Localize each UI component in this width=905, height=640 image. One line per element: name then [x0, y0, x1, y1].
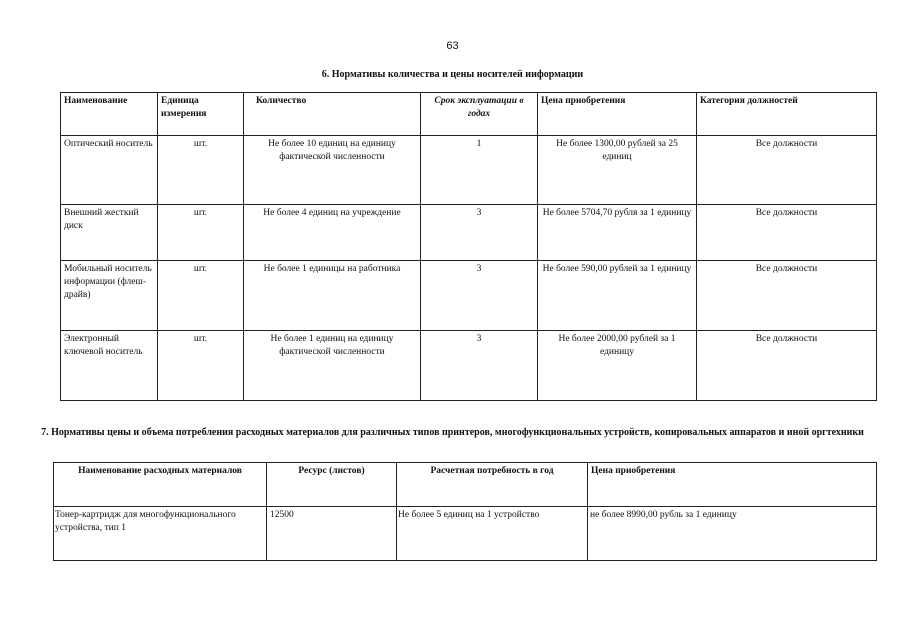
table-cell: 3 — [421, 331, 538, 401]
table-cell: Оптический носитель — [61, 136, 158, 205]
table-cell: 3 — [421, 205, 538, 261]
table-cell: Все должности — [697, 205, 877, 261]
section-6-title: 6. Нормативы количества и цены носителей информации — [321, 69, 584, 80]
table-cell: Не более 590,00 рублей за 1 единицу — [538, 261, 697, 331]
column-header: Расчетная потребность в год — [397, 463, 588, 507]
column-header: Срок эксплуатации в годах — [421, 93, 538, 136]
column-header: Количество — [244, 93, 421, 136]
column-header: Цена приобретения — [588, 463, 877, 507]
column-header: Ресурс (листов) — [267, 463, 397, 507]
column-header: Единица измерения — [158, 93, 244, 136]
table-cell: Не более 1 единиц на единицу фактической численности — [244, 331, 421, 401]
table-cell: Внешний жесткий диск — [61, 205, 158, 261]
section-7-title: 7. Нормативы цены и объема потребления расходных материалов для различных типов принтеров, многофункциональных устройств, копировальных аппаратов и иной оргтехники — [41, 427, 864, 438]
column-header: Наименование — [61, 93, 158, 136]
table-cell: Не более 10 единиц на единицу фактической численности — [244, 136, 421, 205]
table-cell: Не более 5704,70 рубля за 1 единицу — [538, 205, 697, 261]
table-cell: шт. — [158, 205, 244, 261]
table-cell: Тонер-картридж для многофункционального устройства, тип 1 — [54, 507, 267, 561]
table-cell: Не более 5 единиц на 1 устройство — [397, 507, 588, 561]
table-cell: шт. — [158, 136, 244, 205]
table-cell: Не более 2000,00 рублей за 1 единицу — [538, 331, 697, 401]
table-row — [61, 205, 877, 261]
table-cell: Все должности — [697, 261, 877, 331]
table-cell: Не более 4 единиц на учреждение — [244, 205, 421, 261]
table-cell: шт. — [158, 261, 244, 331]
table-cell: 1 — [421, 136, 538, 205]
column-header: Категория должностей — [697, 93, 877, 136]
table-cell: Мобильный носитель информации (флеш-драйв) — [61, 261, 158, 331]
table-cell: 12500 — [267, 507, 397, 561]
table-row — [54, 507, 877, 561]
table-cell: Электронный ключевой носитель — [61, 331, 158, 401]
table-header-row — [54, 463, 877, 507]
table-cell: шт. — [158, 331, 244, 401]
table-cell: Не более 1 единицы на работника — [244, 261, 421, 331]
page-number: 63 — [446, 40, 459, 52]
table-header-row — [61, 93, 877, 136]
table-cell: 3 — [421, 261, 538, 331]
column-header: Цена приобретения — [538, 93, 697, 136]
table-cell: Все должности — [697, 136, 877, 205]
table-row — [61, 331, 877, 401]
table-cell: Не более 1300,00 рублей за 25 единиц — [538, 136, 697, 205]
table-cell: не более 8990,00 рубль за 1 единицу — [588, 507, 877, 561]
table-cell: Все должности — [697, 331, 877, 401]
table-row — [61, 136, 877, 205]
consumables-table — [53, 462, 877, 561]
storage-media-table — [60, 92, 877, 401]
column-header: Наименование расходных материалов — [54, 463, 267, 507]
table-row — [61, 261, 877, 331]
